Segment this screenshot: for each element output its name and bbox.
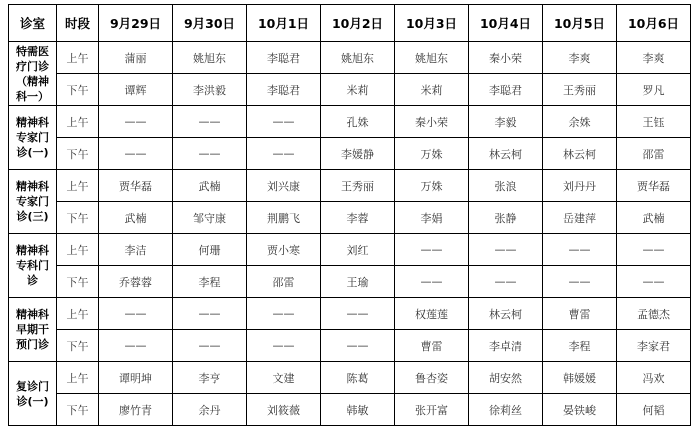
header-date: 10月1日 [247,5,321,42]
empty-slot: —— [617,234,691,266]
header-row [9,5,691,42]
doctor-name: 万姝 [395,138,469,170]
empty-slot: —— [173,330,247,362]
doctor-name: 秦小荣 [395,106,469,138]
empty-slot: —— [247,330,321,362]
doctor-name: 刘兴康 [247,170,321,202]
doctor-name: 冯欢 [617,362,691,394]
department-label: 复诊门诊(一) [9,362,57,426]
doctor-name: 王瑜 [321,266,395,298]
empty-slot: —— [543,234,617,266]
doctor-name: 米莉 [395,74,469,106]
doctor-name: 权莲莲 [395,298,469,330]
table-row [9,74,691,106]
empty-slot: —— [617,266,691,298]
schedule-table-container [8,4,691,426]
doctor-name: 李爽 [617,42,691,74]
doctor-name: 余姝 [543,106,617,138]
table-row [9,234,691,266]
doctor-name: 姚旭东 [321,42,395,74]
empty-slot: —— [395,234,469,266]
doctor-name: 李娟 [395,202,469,234]
table-row [9,298,691,330]
header-date: 10月5日 [543,5,617,42]
empty-slot: —— [469,266,543,298]
doctor-name: 李家君 [617,330,691,362]
doctor-name: 文建 [247,362,321,394]
doctor-name: 李程 [173,266,247,298]
doctor-name: 李聪君 [247,42,321,74]
doctor-name: 李媛静 [321,138,395,170]
doctor-name: 徐莉丝 [469,394,543,426]
doctor-name: 李聪君 [469,74,543,106]
period-label: 上午 [57,42,99,74]
table-row [9,394,691,426]
doctor-name: 王秀丽 [543,74,617,106]
doctor-name: 林云柯 [543,138,617,170]
doctor-name: 林云柯 [469,138,543,170]
department-label: 精神科早期干预门诊 [9,298,57,362]
period-label: 下午 [57,394,99,426]
doctor-name: 何韬 [617,394,691,426]
doctor-name: 李程 [543,330,617,362]
empty-slot: —— [395,266,469,298]
doctor-name: 邹守康 [173,202,247,234]
doctor-name: 李聪君 [247,74,321,106]
doctor-name: 何珊 [173,234,247,266]
empty-slot: —— [543,266,617,298]
doctor-name: 贾华磊 [99,170,173,202]
doctor-name: 邵雷 [247,266,321,298]
header-date: 10月3日 [395,5,469,42]
doctor-name: 刘丹丹 [543,170,617,202]
doctor-name: 荆鹏飞 [247,202,321,234]
doctor-name: 韩媛媛 [543,362,617,394]
doctor-name: 刘筱薇 [247,394,321,426]
empty-slot: —— [247,138,321,170]
doctor-name: 李洪毅 [173,74,247,106]
doctor-name: 万姝 [395,170,469,202]
doctor-name: 鲁杏姿 [395,362,469,394]
period-label: 上午 [57,234,99,266]
period-label: 下午 [57,330,99,362]
doctor-name: 陈葛 [321,362,395,394]
doctor-name: 武楠 [173,170,247,202]
doctor-name: 罗凡 [617,74,691,106]
doctor-name: 廖竹青 [99,394,173,426]
doctor-name: 李爽 [543,42,617,74]
doctor-name: 邵雷 [617,138,691,170]
doctor-name: 王秀丽 [321,170,395,202]
table-row [9,362,691,394]
header-period: 时段 [57,5,99,42]
doctor-name: 李卓清 [469,330,543,362]
doctor-name: 孔姝 [321,106,395,138]
header-date: 10月6日 [617,5,691,42]
doctor-name: 米莉 [321,74,395,106]
empty-slot: —— [99,106,173,138]
doctor-name: 胡安然 [469,362,543,394]
period-label: 上午 [57,298,99,330]
doctor-name: 张浪 [469,170,543,202]
doctor-name: 姚旭东 [395,42,469,74]
period-label: 上午 [57,170,99,202]
empty-slot: —— [469,234,543,266]
department-label: 精神科专家门诊(一) [9,106,57,170]
doctor-name: 贾小寒 [247,234,321,266]
table-row [9,106,691,138]
schedule-body [9,42,691,426]
doctor-name: 林云柯 [469,298,543,330]
empty-slot: —— [99,298,173,330]
doctor-name: 孟德杰 [617,298,691,330]
empty-slot: —— [99,138,173,170]
empty-slot: —— [321,330,395,362]
doctor-name: 李蓉 [321,202,395,234]
period-label: 上午 [57,106,99,138]
header-dept: 诊室 [9,5,57,42]
empty-slot: —— [173,106,247,138]
doctor-name: 岳建萍 [543,202,617,234]
table-row [9,202,691,234]
table-row [9,170,691,202]
doctor-name: 张开富 [395,394,469,426]
empty-slot: —— [173,138,247,170]
header-date: 9月30日 [173,5,247,42]
doctor-name: 刘红 [321,234,395,266]
doctor-name: 贾华磊 [617,170,691,202]
doctor-name: 李亨 [173,362,247,394]
doctor-name: 谭辉 [99,74,173,106]
header-date: 10月4日 [469,5,543,42]
table-row [9,266,691,298]
doctor-name: 谭明坤 [99,362,173,394]
empty-slot: —— [321,298,395,330]
period-label: 下午 [57,74,99,106]
doctor-name: 余丹 [173,394,247,426]
doctor-name: 武楠 [99,202,173,234]
doctor-name: 曹雷 [395,330,469,362]
period-label: 下午 [57,138,99,170]
table-row [9,330,691,362]
table-row [9,138,691,170]
period-label: 上午 [57,362,99,394]
doctor-name: 曹雷 [543,298,617,330]
doctor-name: 张静 [469,202,543,234]
table-row [9,42,691,74]
doctor-name: 韩敏 [321,394,395,426]
doctor-name: 蒲丽 [99,42,173,74]
doctor-name: 武楠 [617,202,691,234]
doctor-name: 王钰 [617,106,691,138]
empty-slot: —— [247,298,321,330]
doctor-name: 李毅 [469,106,543,138]
clinic-schedule-table [8,4,691,426]
empty-slot: —— [99,330,173,362]
doctor-name: 李洁 [99,234,173,266]
department-label: 精神科专科门诊 [9,234,57,298]
header-date: 9月29日 [99,5,173,42]
header-date: 10月2日 [321,5,395,42]
department-label: 特需医疗门诊（精神科一） [9,42,57,106]
empty-slot: —— [173,298,247,330]
doctor-name: 晏铁峻 [543,394,617,426]
doctor-name: 乔蓉蓉 [99,266,173,298]
empty-slot: —— [247,106,321,138]
doctor-name: 姚旭东 [173,42,247,74]
doctor-name: 秦小荣 [469,42,543,74]
department-label: 精神科专家门诊(三) [9,170,57,234]
period-label: 下午 [57,266,99,298]
period-label: 下午 [57,202,99,234]
